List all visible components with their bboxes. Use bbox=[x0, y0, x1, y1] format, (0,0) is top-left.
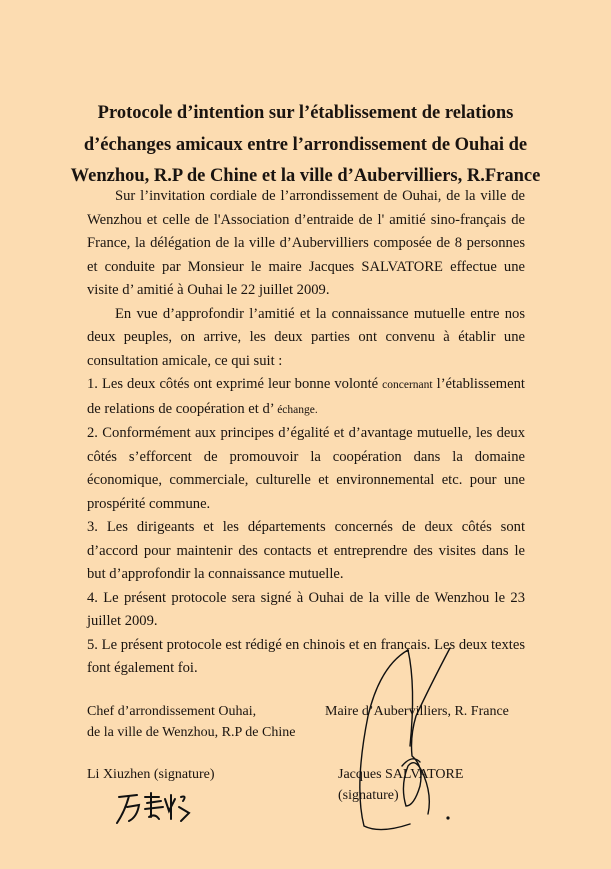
paragraph-invitation: Sur l’invitation cordiale de l’arrondissement de Ouhai, de la ville de Wenzhou et celle de l'Association d’entraide de l' amitié sino-français de France, la délégation de la ville d’Aubervilliers composée de 8 personnes et conduite par Monsieur le maire Jacques SALVATORE effectue une visite d’ amitié à Ouhai le 22 juillet 2009. bbox=[87, 188, 525, 298]
left-signatory-name: Li Xiuzhen (signature) bbox=[87, 766, 215, 782]
article-5: 5. Le présent protocole est rédigé en chinois et en français. Les deux textes font également foi. bbox=[87, 636, 525, 676]
article-1-part-d: échange. bbox=[277, 403, 318, 416]
signature-section bbox=[87, 701, 525, 851]
chinese-handwritten-signature bbox=[115, 791, 195, 831]
article-4: 4. Le présent protocole sera signé à Ouhai de la ville de Wenzhou le 23 juillet 2009. bbox=[87, 589, 525, 629]
article-1-part-a: 1. Les deux côtés ont exprimé leur bonne volonté bbox=[87, 376, 379, 392]
document-body bbox=[87, 185, 525, 681]
document-title bbox=[0, 98, 611, 193]
document-content bbox=[87, 185, 525, 851]
article-1-part-b: concernant bbox=[382, 379, 433, 391]
left-role-line-2: de la ville de Wenzhou, R.P de Chine bbox=[87, 724, 296, 740]
title-line-2: d’échanges amicaux entre l’arrondissement de Ouhai de bbox=[83, 134, 528, 155]
left-signatory bbox=[87, 701, 312, 785]
article-2: 2. Conformément aux principes d’égalité et d’avantage mutuelle, les deux côtés s’efforcent de promouvoir la coopération dans la domaine économique, commerciale, culturelle et environnemental etc. pour une prospérité commune. bbox=[87, 425, 525, 512]
article-1-part-c: l’établissement de relations de coopération et d’ bbox=[87, 376, 525, 417]
left-role-line-1: Chef d’arrondissement Ouhai, bbox=[87, 703, 257, 719]
right-signatory-name: Jacques SALVATORE (signature) bbox=[338, 766, 464, 803]
title-line-3: Wenzhou, R.P de Chine et la ville d’Aubervilliers, R.France bbox=[70, 166, 541, 186]
right-signatory-role: Maire d’Aubervilliers, R. France bbox=[325, 703, 509, 719]
right-signatory bbox=[325, 701, 525, 806]
title-line-1: Protocole d’intention sur l’établissement de relations bbox=[97, 103, 514, 123]
article-3: 3. Les dirigeants et les départements concernés de deux côtés sont d’accord pour maintenir des contacts et entreprendre des visites dans le but d’approfondir la connaissance mutuelle. bbox=[87, 519, 525, 582]
paragraph-purpose: En vue d’approfondir l’amitié et la connaissance mutuelle entre nos deux peuples, on arrive, les deux parties ont convenu à établir une consultation amicale, ce qui suit : bbox=[87, 305, 525, 369]
article-1 bbox=[87, 373, 525, 422]
